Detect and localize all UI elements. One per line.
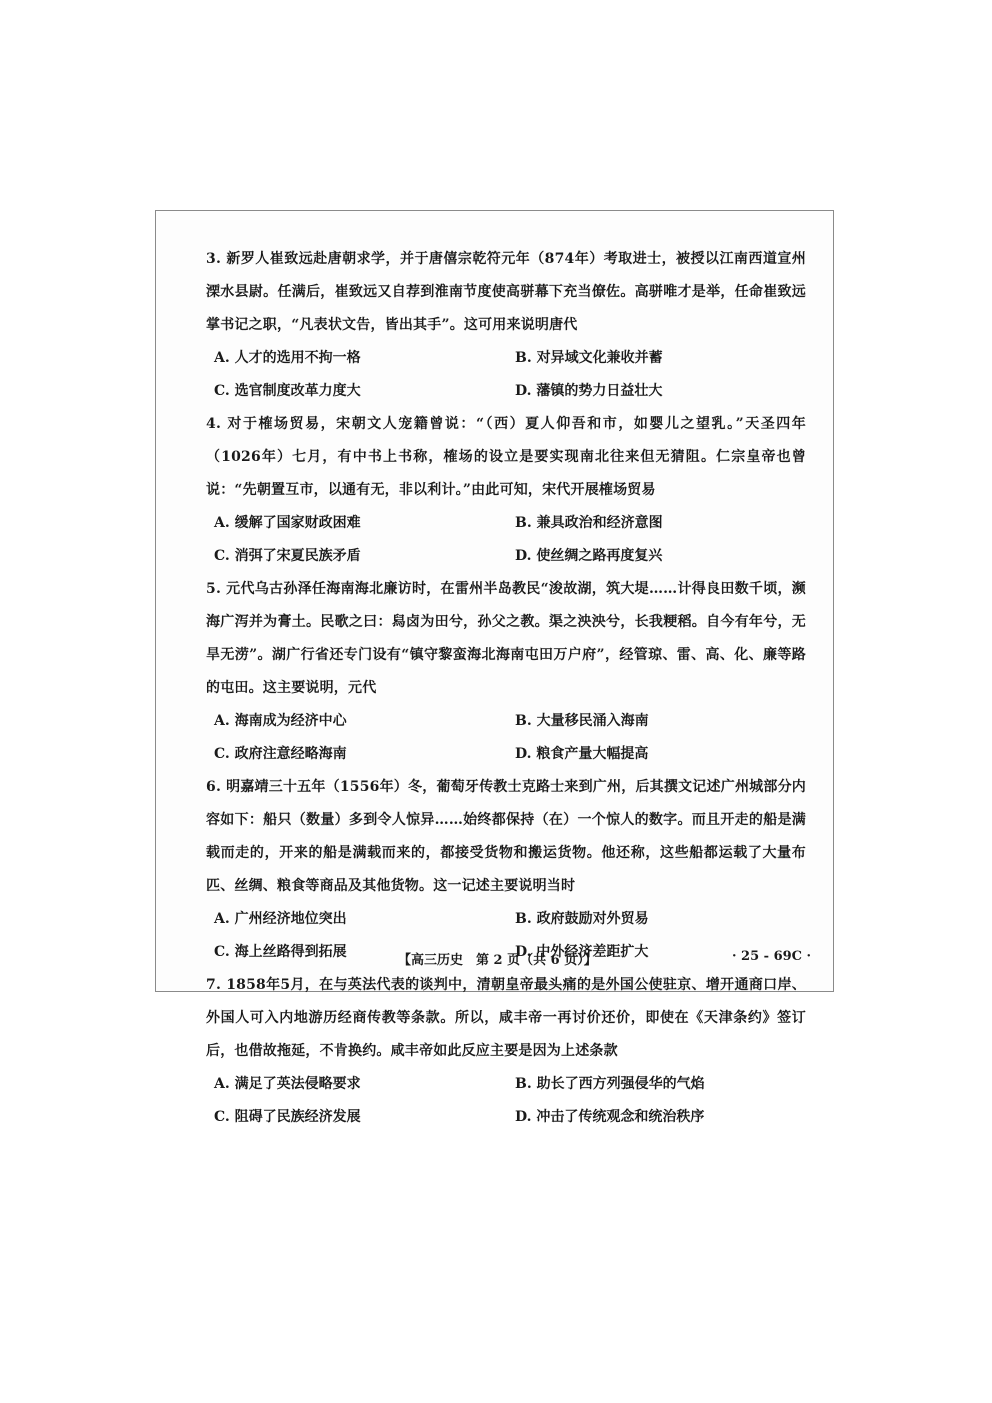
option-c: C. 消弭了宋夏民族矛盾: [214, 548, 361, 564]
option-c: C. 海上丝路得到拓展: [214, 944, 347, 960]
question-stem: 3. 新罗人崔致远赴唐朝求学，并于唐僖宗乾符元年（874年）考取进士，被授以江南西道宣州溧水县尉。任满后，崔致远又自荐到淮南节度使高骈幕下充当僚佐。高骈唯才是举，任命崔致远掌书记之职，“凡表状文告，皆出其手”。这可用来说明唐代: [206, 251, 806, 333]
footer-code: · 25 - 69C ·: [732, 949, 812, 964]
question-list: [206, 243, 806, 1134]
option-a: A. 广州经济地位突出: [214, 911, 347, 927]
option-b: B. 兼具政治和经济意图: [515, 515, 663, 531]
answer-options: [214, 507, 806, 573]
option-c: C. 阻碍了民族经济发展: [214, 1109, 361, 1125]
answer-options: [214, 1068, 806, 1134]
option-d: D. 藩镇的势力日益壮大: [515, 383, 663, 399]
question-4: [206, 408, 806, 573]
question-5: [206, 573, 806, 771]
question-stem: 7. 1858年5月，在与英法代表的谈判中，清朝皇帝最头痛的是外国公使驻京、增开通商口岸、外国人可入内地游历经商传教等条款。所以，咸丰帝一再讨价还价，即使在《天津条约》签订后，也借故拖延，不肯换约。咸丰帝如此反应主要是因为上述条款: [206, 977, 806, 1059]
question-stem: 6. 明嘉靖三十五年（1556年）冬，葡萄牙传教士克路士来到广州，后其撰文记述广州城部分内容如下：船只（数量）多到令人惊异……始终都保持（在）一个惊人的数字。而且开走的船是满载而走的，开来的船是满载而来的，都接受货物和搬运货物。他还称，这些船都运载了大量布匹、丝绸、粮食等商品及其他货物。这一记述主要说明当时: [206, 779, 806, 894]
question-6: [206, 771, 806, 969]
question-stem: 4. 对于榷场贸易，宋朝文人宠籍曾说：“（西）夏人仰吾和市，如婴儿之望乳。”天圣四年（1026年）七月，有中书上书称，榷场的设立是要实现南北往来但无猜阻。仁宗皇帝也曾说：“先朝置互市，以通有无，非以利计。”由此可知，宋代开展榷场贸易: [206, 416, 806, 498]
answer-options: [214, 342, 806, 408]
option-b: B. 助长了西方列强侵华的气焰: [515, 1076, 705, 1092]
option-d: D. 冲击了传统观念和统治秩序: [515, 1109, 705, 1125]
question-7: [206, 969, 806, 1134]
option-b: B. 对异域文化兼收并蓄: [515, 350, 663, 366]
option-d: D. 使丝绸之路再度复兴: [515, 548, 663, 564]
question-3: [206, 243, 806, 408]
option-b: B. 大量移民涌入海南: [515, 713, 649, 729]
option-a: A. 海南成为经济中心: [214, 713, 347, 729]
option-c: C. 政府注意经略海南: [214, 746, 347, 762]
option-d: D. 粮食产量大幅提高: [515, 746, 649, 762]
question-stem: 5. 元代乌古孙泽任海南海北廉访时，在雷州半岛教民“浚故湖，筑大堤……计得良田数千顷，濒海广泻并为膏土。民歌之曰：舄卤为田兮，孙父之教。渠之泱泱兮，长我粳稻。自今有年兮，无旱无涝”。湖广行省还专门设有“镇守黎蛮海北海南屯田万户府”，经管琼、雷、高、化、廉等路的屯田。这主要说明，元代: [206, 581, 806, 696]
page-footer: [156, 949, 835, 973]
option-a: A. 人才的选用不拘一格: [214, 350, 361, 366]
exam-page: [155, 210, 834, 1125]
option-a: A. 满足了英法侵略要求: [214, 1076, 361, 1092]
option-a: A. 缓解了国家财政困难: [214, 515, 361, 531]
answer-options: [214, 705, 806, 771]
footer-subject: 【高三历史 第 2 页（共 6 页）】: [398, 953, 597, 968]
option-b: B. 政府鼓励对外贸易: [515, 911, 649, 927]
option-c: C. 选官制度改革力度大: [214, 383, 361, 399]
option-d: D. 中外经济差距扩大: [515, 944, 649, 960]
